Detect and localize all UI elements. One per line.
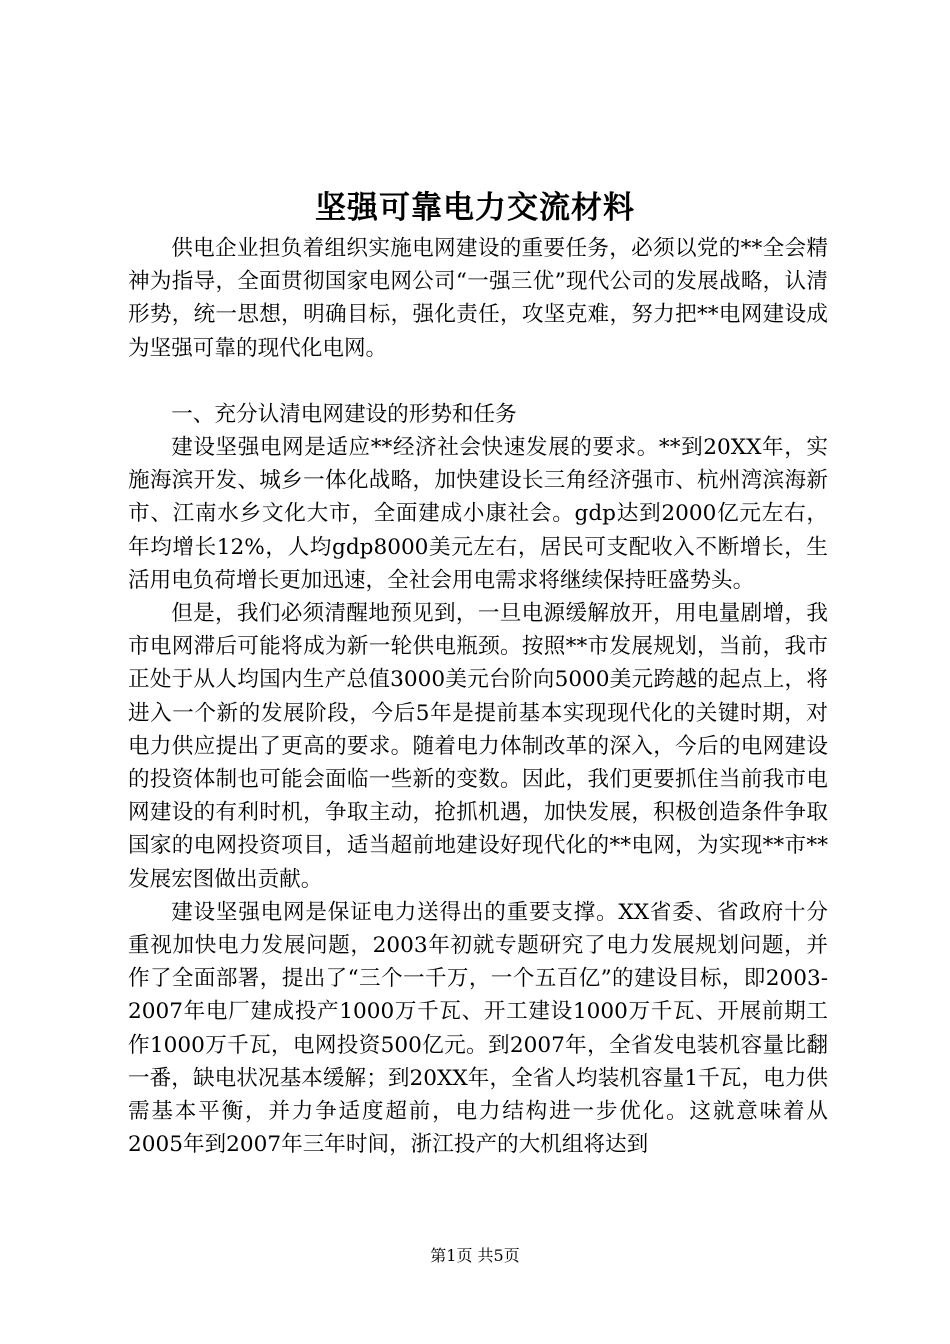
intro-paragraph: 供电企业担负着组织实施电网建设的重要任务，必须以党的**全会精神为指导，全面贯彻国家电网公司“一强三优”现代公司的发展战略，认清形势，统一思想，明确目标，强化责任，攻坚克难，努力把**电网建设成为坚强可靠的现代化电网。 (128, 236, 828, 361)
page-number: 第1页 共5页 (430, 1246, 520, 1265)
body-paragraph: 建设坚强电网是保证电力送得出的重要支撑。XX省委、省政府十分重视加快电力发展问题，2003年初就专题研究了电力发展规划问题，并作了全面部署，提出了“三个一千万，一个五百亿”的建设目标，即2003-2007年电厂建成投产1000万千瓦、开工建设1000万千瓦、开展前期工作1000万千瓦，电网投资500亿元。到2007年，全省发电装机容量比翻一番，缺电状况基本缓解；到20XX年，全省人均装机容量1千瓦，电力供需基本平衡，并力争适度超前，电力结构进一步优化。这就意味着从2005年到2007年三年时间，浙江投产的大机组将达到 (128, 899, 828, 1158)
body-paragraph: 建设坚强电网是适应**经济社会快速发展的要求。**到20XX年，实施海滨开发、城乡一体化战略，加快建设长三角经济强市、杭州湾滨海新市、江南水乡文化大市，全面建成小康社会。gdp达到2000亿元左右，年均增长12%，人均gdp8000美元左右，居民可支配收入不断增长，生活用电负荷增长更加迅速，全社会用电需求将继续保持旺盛势头。 (128, 435, 828, 593)
paragraph-spacer (128, 365, 828, 398)
page-title: 坚强可靠电力交流材料 (315, 190, 635, 226)
body-paragraph: 但是，我们必须清醒地预见到，一旦电源缓解放开，用电量剧增，我市电网滞后可能将成为新一轮供电瓶颈。按照**市发展规划，当前，我市正处于从人均国内生产总值3000美元台阶向5000美元跨越的起点上，将进入一个新的发展阶段，今后5年是提前基本实现现代化的关键时期，对电力供应提出了更高的要求。随着电力体制改革的深入，今后的电网建设的投资体制也可能会面临一些新的变数。因此，我们更要抓住当前我市电网建设的有利时机，争取主动，抢抓机遇，加快发展，积极创造条件争取国家的电网投资项目，适当超前地建设好现代化的**电网，为实现**市**发展宏图做出贡献。 (128, 601, 828, 892)
document-body (128, 232, 828, 1161)
section-heading: 一、充分认清电网建设的形势和任务 (171, 401, 517, 427)
